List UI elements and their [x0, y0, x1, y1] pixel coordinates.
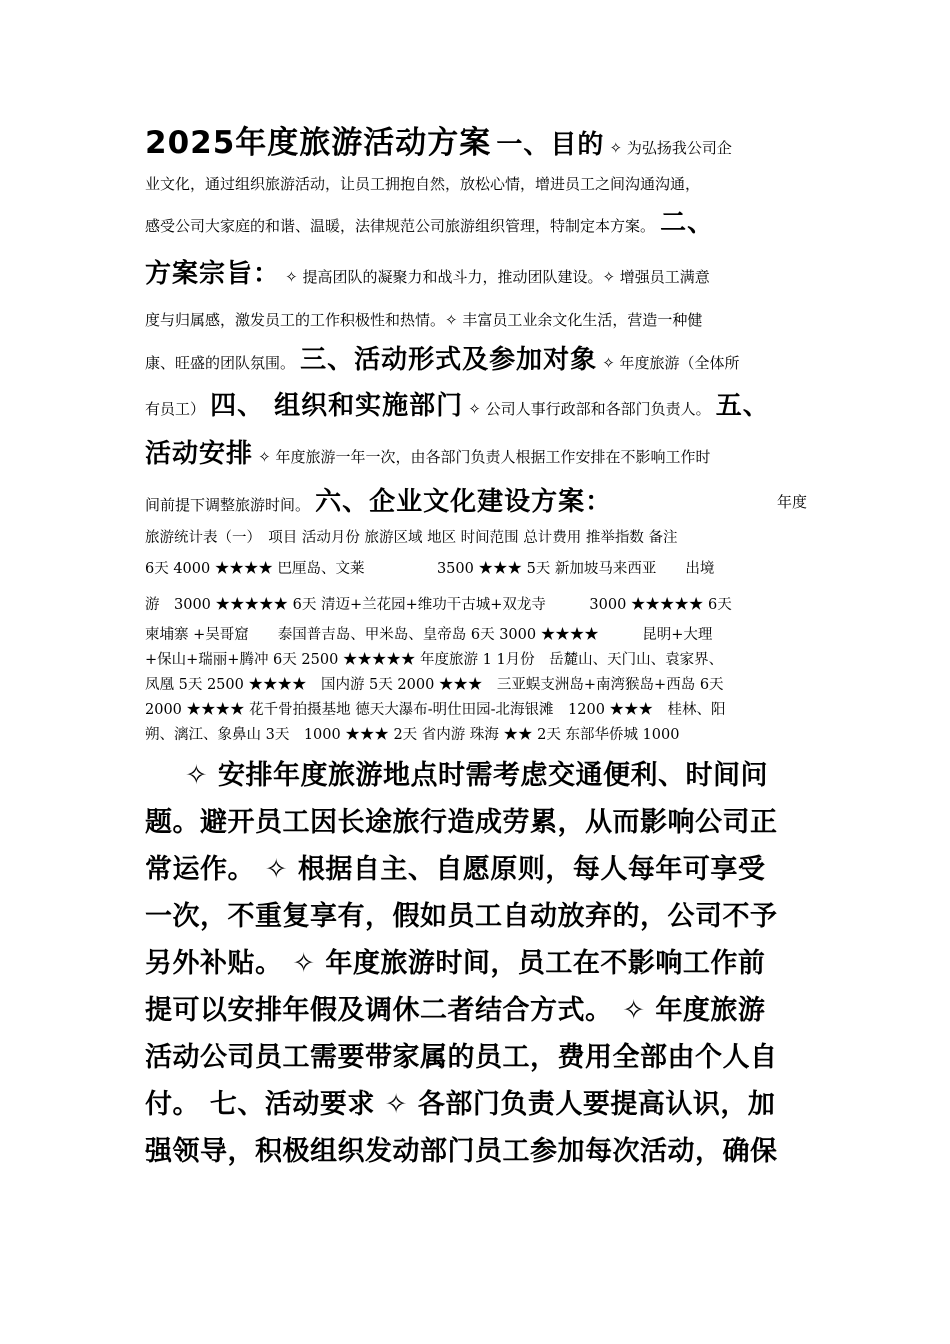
paragraph-line [145, 246, 807, 302]
section-5-heading-number: 五、 [715, 391, 770, 421]
body-text-line: 付。 七、活动要求 ✧ 各部门负责人要提高认识，加 [145, 1089, 776, 1120]
section-2-heading-number: 二、 [660, 208, 715, 238]
section-1-text-end: 感受公司大家庭的和谐、温暖，法律规范公司旅游组织管理，特制定本方案。 [145, 217, 656, 235]
table-text-line: 柬埔寨 +吴哥窟 泰国普吉岛、甲米岛、皇帝岛 6天 3000 ★★★★ 昆明+大理 [145, 627, 713, 643]
table-text-line: 6天 4000 ★★★★ 巴厘岛、文莱 3500 ★★★ 5天 新加坡马来西亚 出境 [145, 561, 715, 577]
section-5-text-end: 间前提下调整旅游时间。 [145, 496, 311, 514]
section-5-text: ✧ 年度旅游一年一次，由各部门负责人根据工作安排在不影响工作时 [258, 448, 711, 466]
table-text-line: +保山+瑞丽+腾冲 6天 2500 ★★★★★ 年度旅游 1 1月份 岳麓山、天门山、袁家界、 [145, 652, 724, 668]
body-text-line: 题。避开员工因长途旅行造成劳累，从而影响公司正 [145, 807, 778, 838]
table-text-line: 旅游统计表（一） 项目 活动月份 旅游区域 地区 时间范围 总计费用 推举指数 备注 [145, 530, 678, 546]
paragraph-line [145, 338, 807, 382]
section-1-text: ✧ 为弘扬我公司企 [609, 139, 732, 157]
body-text-line: 常运作。 ✧ 根据自主、自愿原则，每人每年可享受 [145, 854, 766, 885]
paragraph-line [145, 478, 807, 526]
table-text-line: 游 3000 ★★★★★ 6天 清迈+兰花园+维功干古城+双龙寺 3000 ★★★★★ 6天 [145, 597, 732, 613]
section-4-text: ✧ 公司人事行政部和各部门负责人。 [468, 400, 711, 418]
paragraph-line [145, 430, 807, 478]
travel-stats-table-text [145, 526, 807, 748]
body-text-line: 活动公司员工需要带家属的员工，费用全部由个人自 [145, 1042, 778, 1073]
section-3-heading: 三、活动形式及参加对象 [300, 345, 598, 375]
body-text-line: 另外补贴。 ✧ 年度旅游时间，员工在不影响工作前 [145, 948, 766, 979]
title-line [145, 118, 807, 168]
section-6-heading: 六、企业文化建设方案： [315, 487, 613, 517]
section-2-text-end: 康、旺盛的团队氛围。 [145, 354, 296, 372]
paragraph-line: 业文化，通过组织旅游活动，让员工拥抱自然，放松心情，增进员工之间沟通沟通， [145, 175, 701, 193]
section-1-heading: 一、目的 [496, 130, 605, 160]
section-6-text: 年度 [776, 493, 807, 511]
paragraph-line [145, 200, 807, 246]
body-text-line: 提可以安排年假及调休二者结合方式。 ✧ 年度旅游 [145, 995, 766, 1026]
arrangement-text [145, 752, 807, 1175]
section-2-text: ✧ 提高团队的凝聚力和战斗力，推动团队建设。✧ 增强员工满意 [285, 268, 710, 286]
paragraph-line [145, 382, 807, 430]
section-3-text: ✧ 年度旅游（全体所 [602, 354, 740, 372]
section-4-heading: 四、 组织和实施部门 [210, 391, 464, 421]
table-text-line: 朔、漓江、象鼻山 3天 1000 ★★★ 2天 省内游 珠海 ★★ 2天 东部华侨城 1000 [145, 727, 680, 743]
table-text-line: 2000 ★★★★ 花千骨拍摄基地 德天大瀑布-明仕田园-北海银滩 1200 ★★★ 桂林、阳 [145, 702, 726, 718]
document-body [145, 118, 807, 1175]
body-text-line: ✧ 安排年度旅游地点时需考虑交通便利、时间问 [185, 760, 769, 791]
paragraph-line: 度与归属感，激发员工的工作积极性和热情。✧ 丰富员工业余文化生活，营造一种健 [145, 311, 703, 329]
section-5-heading: 活动安排 [145, 439, 254, 469]
body-text-line: 强领导，积极组织发动部门员工参加每次活动，确保 [145, 1136, 778, 1167]
body-text-line: 一次，不重复享有，假如员工自动放弃的，公司不予 [145, 901, 778, 932]
section-2-heading: 方案宗旨： [145, 259, 281, 289]
section-3-text-end: 有员工） [145, 400, 206, 418]
document-title: 2025年度旅游活动方案 [145, 125, 492, 161]
table-text-line: 凤凰 5天 2500 ★★★★ 国内游 5天 2000 ★★★ 三亚蜈支洲岛+南湾猴岛+西岛 6天 [145, 677, 724, 693]
